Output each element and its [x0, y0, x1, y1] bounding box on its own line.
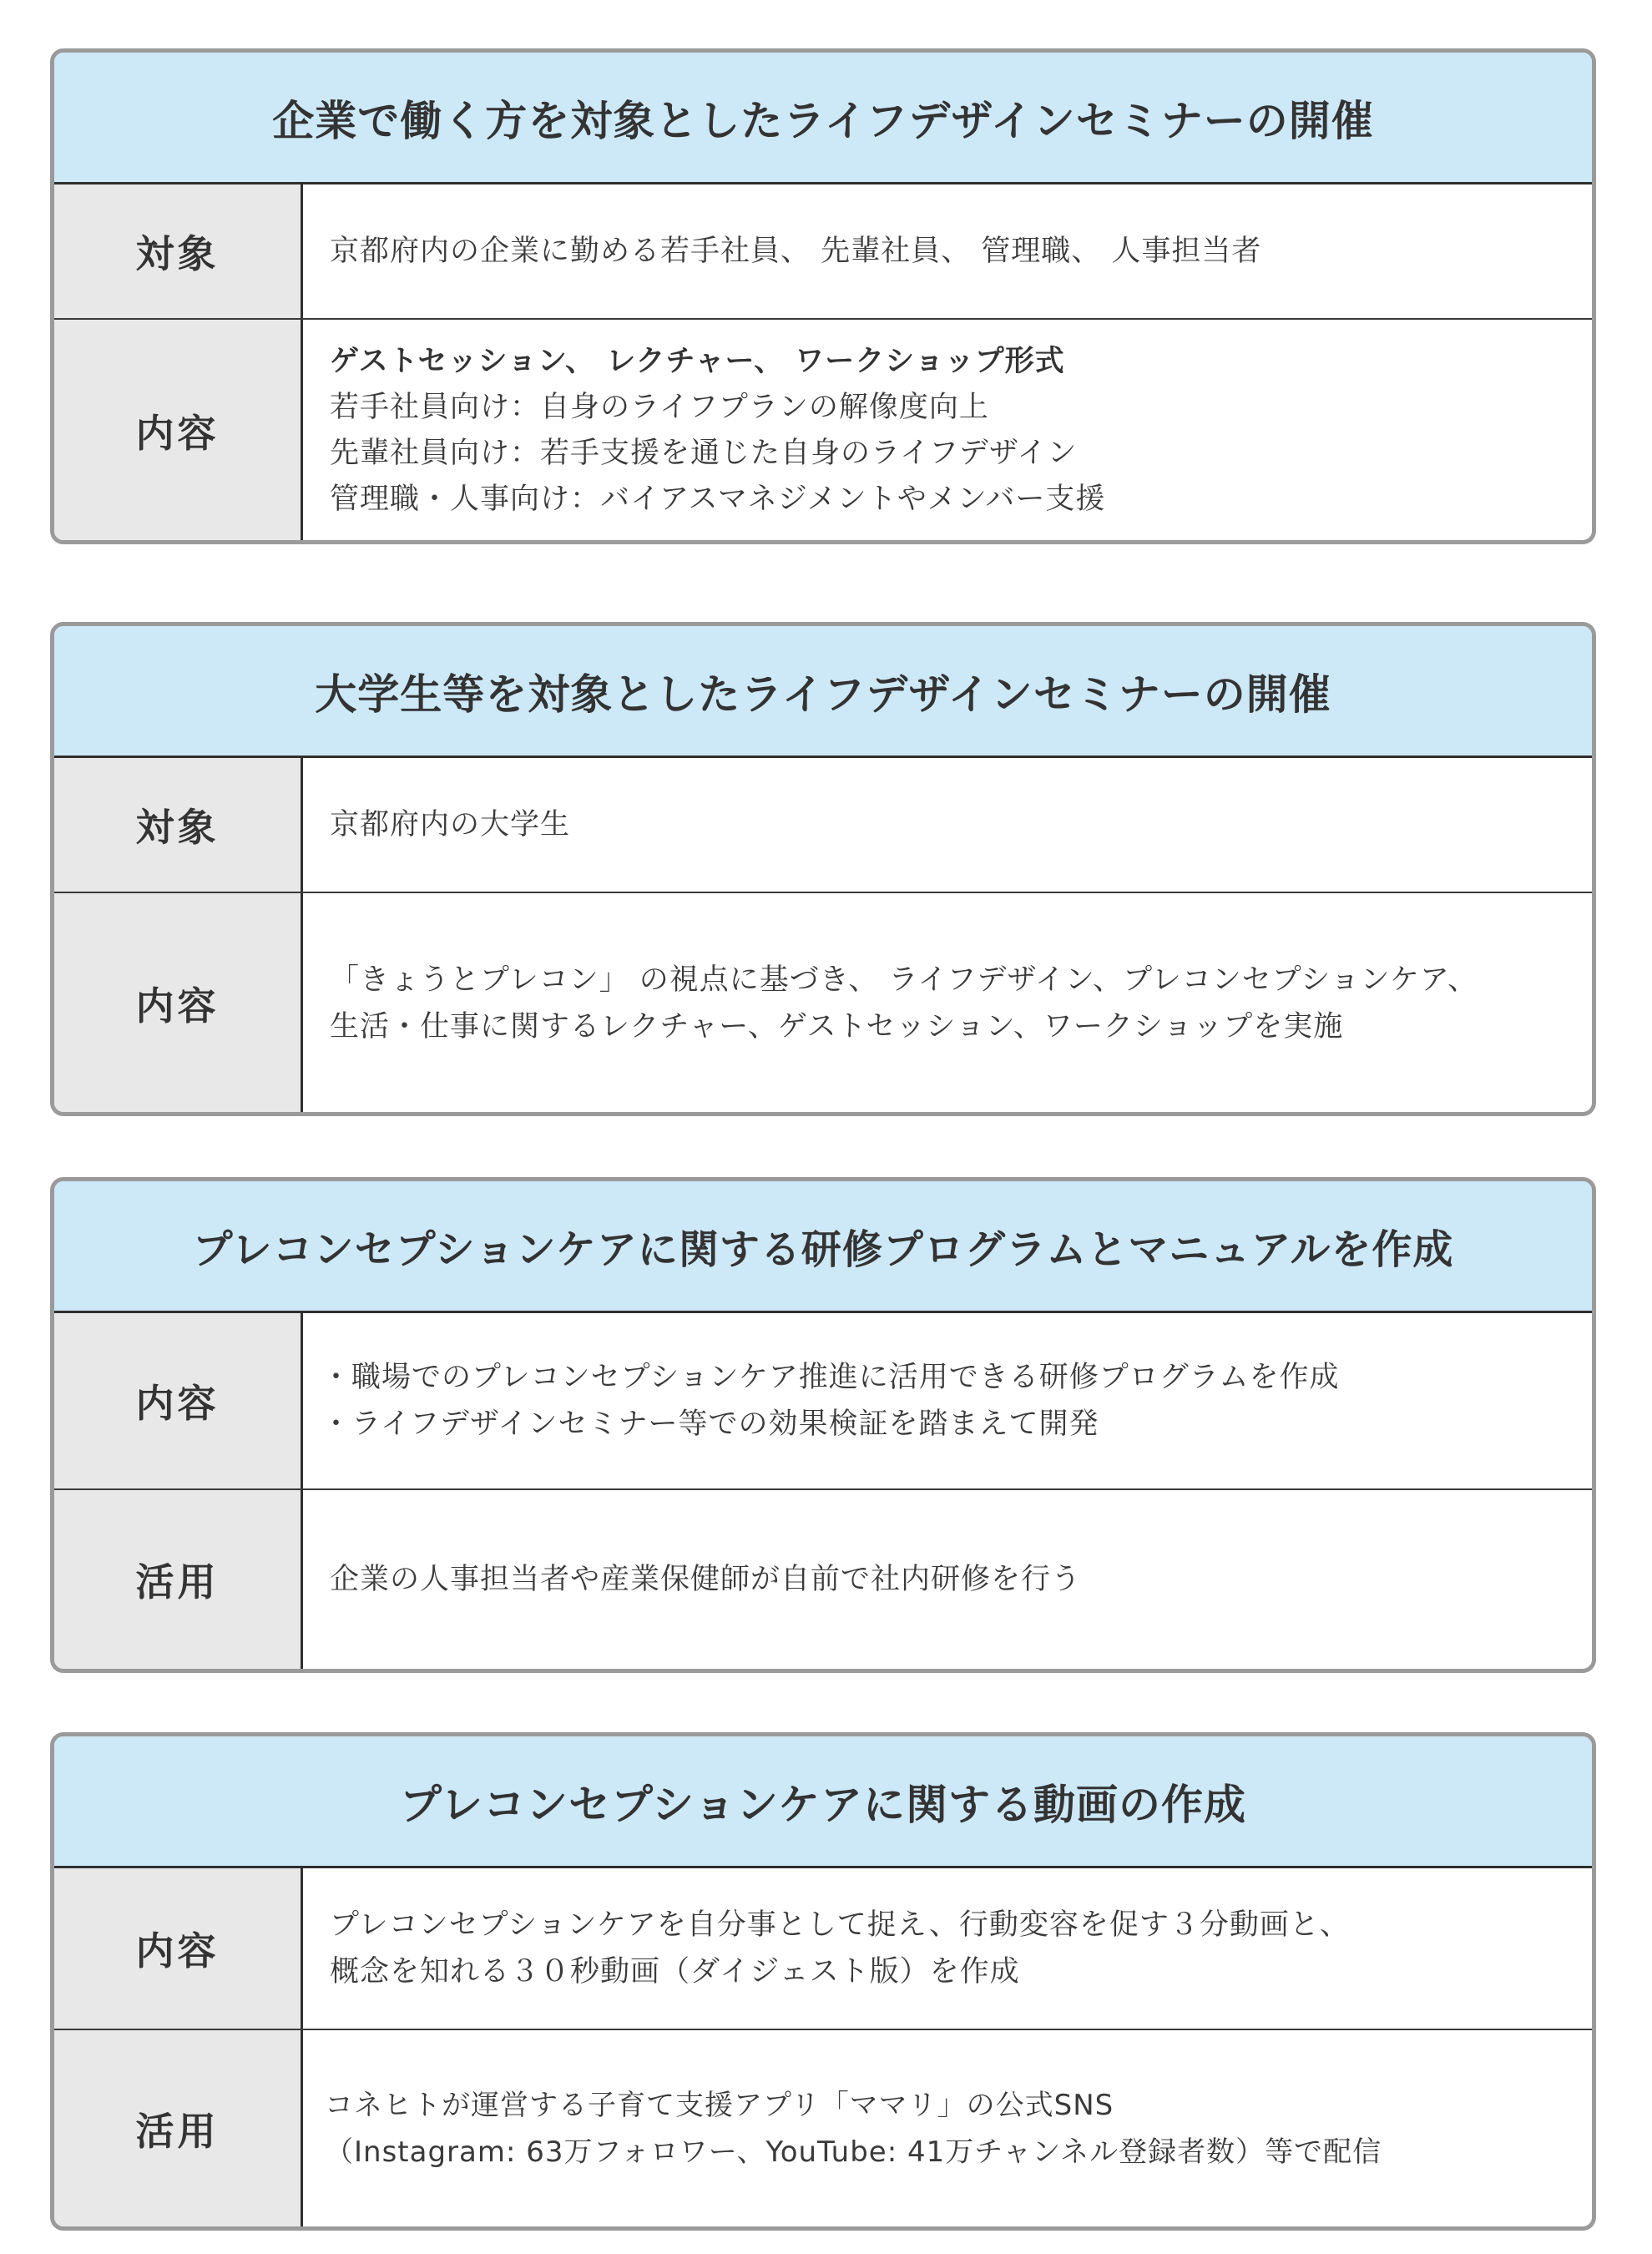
row-content: [303, 184, 1592, 318]
content-line: 生活・仕事に関するレクチャー、ゲストセッション、ワークショップを実施: [330, 1010, 1344, 1044]
row-label: 対象: [54, 184, 303, 318]
row-label: 対象: [54, 758, 303, 892]
card-title: 企業で働く方を対象としたライフデザインセミナーの開催: [54, 53, 1592, 184]
content-line: 企業の人事担当者や産業保健師が自前で社内研修を行う: [330, 1563, 1082, 1596]
table-row: [54, 1490, 1592, 1669]
content-line: 京都府内の大学生: [330, 808, 571, 841]
row-content: [303, 1313, 1592, 1488]
row-label: 内容: [54, 1868, 303, 2029]
row-label: 内容: [54, 320, 303, 542]
content-heading: ゲストセッション、 レクチャー、 ワークショップ形式: [330, 345, 1065, 378]
content-line: ・職場でのプレコンセプションケア推進に活用できる研修プログラムを作成: [321, 1361, 1340, 1394]
table-row: [54, 2030, 1592, 2226]
row-content: [303, 1490, 1592, 1669]
row-content: [303, 2030, 1592, 2226]
row-content: [303, 758, 1592, 892]
table-row: [54, 758, 1592, 893]
table-row: [54, 1313, 1592, 1490]
card-title: プレコンセプションケアに関する研修プログラムとマニュアルを作成: [54, 1181, 1592, 1313]
content-line: 管理職・人事向け：バイアスマネジメントやメンバー支援: [330, 483, 1106, 516]
content-line: 概念を知れる３０秒動画（ダイジェスト版）を作成: [330, 1955, 1020, 1989]
content-line: プレコンセプションケアを自分事として捉え、行動変容を促す３分動画と、: [330, 1908, 1350, 1942]
card-university-seminar: [50, 622, 1596, 1116]
content-line: （Instagram: 63万フォロワー、YouTube: 41万チャンネル登録者数）等で配信: [325, 2135, 1382, 2169]
table-row: [54, 893, 1592, 1114]
row-label: 内容: [54, 893, 303, 1114]
card-training-program: [50, 1177, 1596, 1673]
row-label: 内容: [54, 1313, 303, 1488]
row-label: 活用: [54, 1490, 303, 1669]
card-video-production: [50, 1732, 1596, 2231]
content-line: 京都府内の企業に勤める若手社員、 先輩社員、 管理職、 人事担当者: [330, 235, 1262, 268]
content-line: コネヒトが運営する子育て支援アプリ「ママリ」の公式SNS: [325, 2088, 1114, 2122]
row-content: [303, 320, 1592, 542]
row-content: [303, 893, 1592, 1114]
row-label: 活用: [54, 2030, 303, 2226]
content-line: 先輩社員向け：若手支援を通じた自身のライフデザイン: [330, 437, 1078, 470]
card-title: 大学生等を対象としたライフデザインセミナーの開催: [54, 626, 1592, 758]
content-line: ・ライフデザインセミナー等での効果検証を踏まえて開発: [321, 1407, 1099, 1441]
table-row: [54, 184, 1592, 320]
card-title: プレコンセプションケアに関する動画の作成: [54, 1736, 1592, 1868]
content-line: 若手社員向け：自身のライフプランの解像度向上: [330, 391, 989, 424]
row-content: [303, 1868, 1592, 2029]
card-corporate-seminar: [50, 48, 1596, 544]
content-line: 「きょうとプレコン」 の視点に基づき、 ライフデザイン、プレコンセプションケア、: [330, 963, 1478, 997]
table-row: [54, 320, 1592, 542]
table-row: [54, 1868, 1592, 2030]
